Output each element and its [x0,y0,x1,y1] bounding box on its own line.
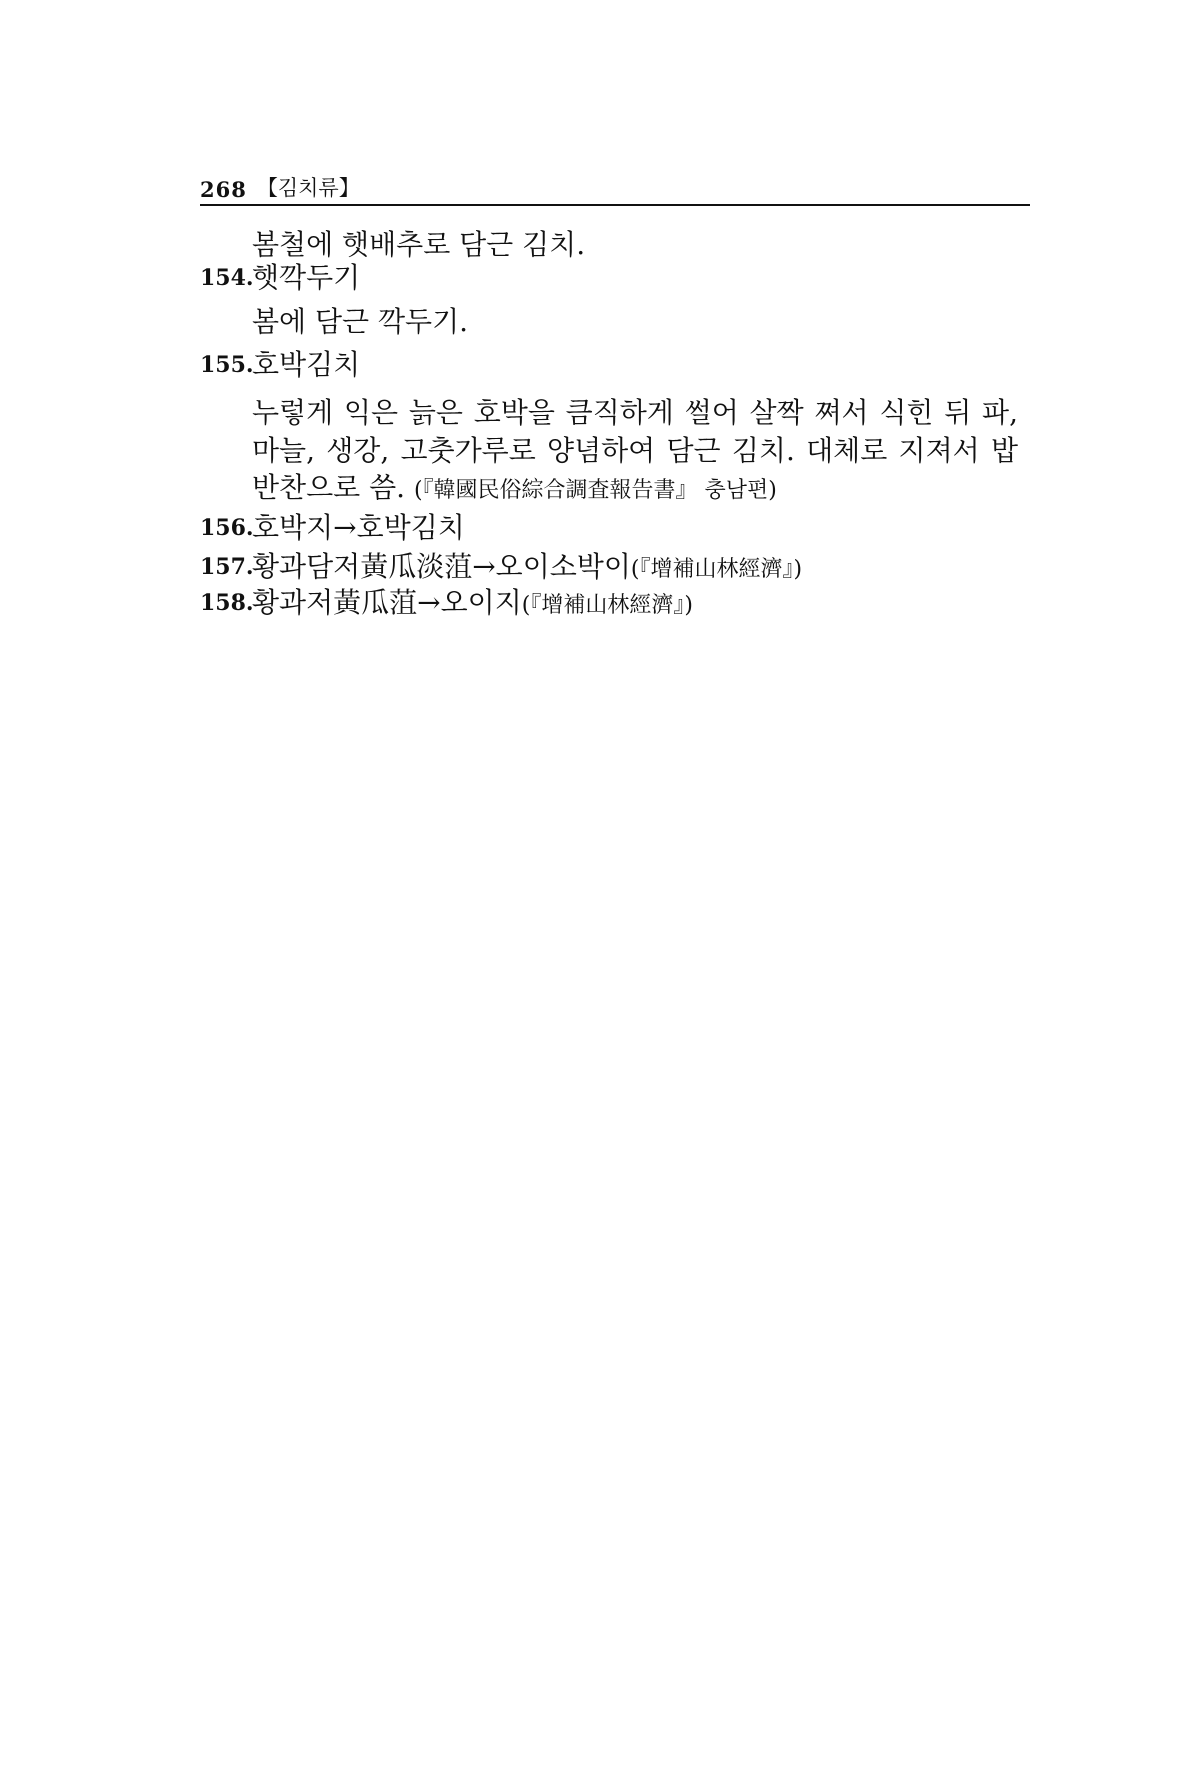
entry-number: 158. [200,590,254,616]
entry-term: 황과담저黃瓜淡菹→오이소박이 [252,550,631,583]
source-citation: (『增補山林經濟』) [630,557,803,582]
entry-154-definition: 봄에 담근 깍두기. [252,305,469,338]
definition-text: 반찬으로 씀. [252,471,406,504]
entry-number: 156. [200,515,254,541]
entry-number: 155. [200,352,254,378]
entry-number: 157. [200,554,254,580]
source-citation: (『韓國民俗綜合調査報告書』 충남편) [413,478,777,503]
entry-155-definition-line-2: 마늘, 생강, 고춧가루로 양념하여 담근 김치. 대체로 지져서 밥 [252,434,1018,467]
entry-term-with-source [252,583,693,626]
entry-155-definition-line-3 [252,468,777,511]
entry-number: 154. [200,265,254,291]
entry-term: 황과저黃瓜菹→오이지 [252,586,522,619]
entry-155-definition-line-1: 누렇게 익은 늙은 호박을 큼직하게 썰어 살짝 쪄서 식힌 뒤 파, [252,396,1018,429]
entry-term: 호박지→호박김치 [252,511,465,544]
section-title: 【김치류】 [256,176,360,200]
running-head [200,176,1030,206]
page-number: 268 [200,177,247,202]
source-citation: (『增補山林經濟』) [521,593,693,618]
entry-term: 햇깍두기 [252,261,361,294]
entry-term: 호박김치 [252,348,361,381]
entry-153-definition: 봄철에 햇배추로 담근 김치. [252,228,586,261]
